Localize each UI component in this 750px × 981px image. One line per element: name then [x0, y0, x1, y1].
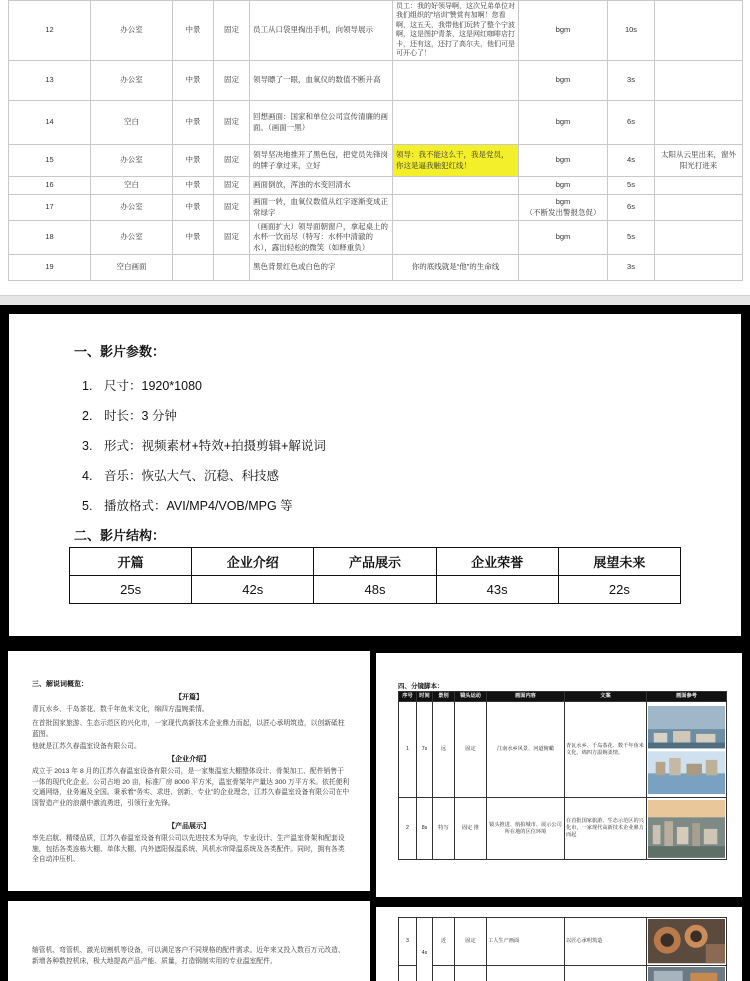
narration-paragraph: 在首批国家旅游、生态示范区的兴化市，一家现代高新技术企业鼎力而起，以匠心承明筑造，以创新砥柱蓝图。 — [32, 720, 345, 738]
cell-music: bgm （不断发出警报急促） — [519, 195, 608, 221]
table-row — [9, 1, 743, 61]
cell-duration: 3s — [608, 255, 655, 281]
structure-value: 25s — [70, 576, 192, 604]
cell-move: 固定 — [214, 195, 250, 221]
storyboard-doc-table — [398, 691, 727, 860]
cell-shot: 中景 — [173, 1, 214, 61]
cell-duration: 6s — [608, 195, 655, 221]
town-photo-thumbnail — [648, 706, 725, 795]
cell-note — [655, 177, 743, 195]
cell-duration: 3s — [608, 61, 655, 101]
narration-paragraph: 缩管机、弯管机、激光切割机等设备，可以满足客户不同规格的配件需求。近年来又投入数百万元改造、新增各种数控机床，极大地提高产品产能、质量，打造钢制实用的专业温室配件。 — [32, 947, 345, 965]
cell-no: 17 — [9, 195, 91, 221]
param-item: 2. 时长：3 分钟 — [82, 409, 177, 423]
cell-scene: 办公室 — [91, 221, 173, 255]
narration-paragraph: 率先启航、精缕品质，江苏久春温室设备有限公司以先进技术为导向，专业设计、生产温室骨架和配套设施，包括各类连栋大棚、单体大棚、内外遮阳保温系统、风机水帘降温系统及各类配件。同时，拥有各类全自动冲压机、 — [32, 835, 345, 864]
cell-move: 固定 — [214, 61, 250, 101]
table-row — [9, 101, 743, 145]
storyboard-doc-page — [376, 653, 742, 897]
reference-image-cell — [647, 918, 727, 966]
cell-music: bgm — [519, 221, 608, 255]
cell-music — [519, 255, 608, 281]
cell-scene: 办公室 — [91, 1, 173, 61]
cell-content: 回想画面：国家和单位公司宣传清廉的画面。（画面一黑） — [250, 101, 393, 145]
cell-dialog — [393, 221, 519, 255]
narration-paragraph: 青瓦水乡、千岛茶花、数千年鱼米文化，绵四方温婉柔情。 — [32, 706, 209, 713]
cell-shot: 中景 — [173, 195, 214, 221]
storyboard-table-section — [0, 0, 750, 296]
table-row — [9, 61, 743, 101]
table-row — [9, 145, 743, 177]
cell-shot: 中景 — [173, 145, 214, 177]
cell-no: 14 — [9, 101, 91, 145]
narration-heading: 三、解说词概览： — [32, 681, 88, 688]
cell-shot: 中景 — [173, 101, 214, 145]
table-row — [9, 221, 743, 255]
narration-paragraph: 他就是江苏久春温室设备有限公司。 — [32, 743, 141, 750]
cell-move: 固定 — [214, 221, 250, 255]
narration-paragraph: 成立于 2013 年 8 月的江苏久春温室设备有限公司，是一家集温室大棚整体设计、骨架加工、配件销售于一体的现代化企业。公司占地 20 亩，标准厂房 8000 平方米，温室骨架年产量达 300 万平方米。依托便利交通网络，业务遍及全国。秉承着“务实、求进、创新、专业”的企业理念，江苏久春温室设备有限公司在中国智造产业的浪潮中激流勇进，引领行业先锋。 — [32, 768, 350, 807]
cell-shot — [173, 255, 214, 281]
col-header: 镜头运动 — [455, 692, 487, 702]
cell-no: 15 — [9, 145, 91, 177]
cell-dialog: 领导：我不能这么干，我是党员，你这是逼我触犯红线！ — [393, 145, 519, 177]
structure-label: 开篇 — [70, 548, 192, 576]
col-header: 序号 — [399, 692, 417, 702]
cell-no: 13 — [9, 61, 91, 101]
table-row — [399, 966, 727, 981]
cell-shot: 中景 — [173, 221, 214, 255]
param-item: 4. 音乐：恢弘大气、沉稳、科技感 — [82, 469, 280, 483]
cell-note — [655, 61, 743, 101]
cell-move: 固定 — [214, 177, 250, 195]
cell-music: bgm — [519, 1, 608, 61]
cell-content: 黑色背景红色或白色的字 — [250, 255, 393, 281]
structure-value: 42s — [192, 576, 314, 604]
cell-dialog — [393, 177, 519, 195]
film-params-heading: 一、影片参数： — [74, 344, 166, 359]
cell-move: 固定 — [214, 145, 250, 177]
cell-note — [655, 101, 743, 145]
cell-duration: 5s — [608, 221, 655, 255]
cell-scene: 空白画面 — [91, 255, 173, 281]
cell-dialog — [393, 195, 519, 221]
col-header: 时间 — [417, 692, 433, 702]
film-params-panel — [0, 305, 750, 645]
cell-music: bgm — [519, 101, 608, 145]
cell-content: 画面倒放，浑浊的水变回清水 — [250, 177, 393, 195]
cell-note — [655, 195, 743, 221]
cell-dialog: 员工：我的好领导啊，这次兄弟单位对我们组织的“培训”赞赏有加啊！您看啊，这五天，我带他们玩转了整个宁波啊，这是图护青茶，这是网红咖啡店打卡，还有这，还打了高尔夫，他们可是可开心了！ — [393, 1, 519, 61]
structure-label: 企业介绍 — [192, 548, 314, 576]
factory-machine-thumbnail — [648, 967, 725, 981]
cell-move — [214, 255, 250, 281]
reference-image-cell — [647, 798, 727, 860]
cell-move: 固定 — [214, 1, 250, 61]
structure-value: 22s — [558, 576, 680, 604]
cell-content: （画面扩大）领导面朝窗户，拿起桌上的水杯一饮而尽（特写：水杯中清澈的水），露出轻松的微笑（如释重负） — [250, 221, 393, 255]
structure-label: 企业荣誉 — [436, 548, 558, 576]
cell-duration: 10s — [608, 1, 655, 61]
structure-label: 展望未来 — [558, 548, 680, 576]
cell-dialog — [393, 61, 519, 101]
col-header: 景别 — [433, 692, 455, 702]
cell-no: 12 — [9, 1, 91, 61]
factory-pipes-thumbnail — [648, 919, 725, 963]
cell-scene: 空白 — [91, 101, 173, 145]
cell-no: 16 — [9, 177, 91, 195]
param-item: 5. 播放格式：AVI/MP4/VOB/MPG 等 — [82, 499, 293, 513]
section-label-product: 【产品展示】 — [168, 823, 210, 830]
structure-value: 43s — [436, 576, 558, 604]
storyboard-doc-page-2 — [376, 907, 742, 981]
table-row: 3 4s 近 固定 工人生产画面 以匠心承明筑造 — [399, 918, 727, 966]
section-label-open: 【开篇】 — [175, 694, 203, 701]
cell-note — [655, 255, 743, 281]
cell-music: bgm — [519, 61, 608, 101]
document-pages — [0, 645, 750, 981]
cell-no: 19 — [9, 255, 91, 281]
narration-page — [8, 651, 370, 891]
city-aerial-thumbnail — [648, 800, 725, 858]
section-label-intro: 【企业介绍】 — [168, 756, 210, 763]
col-header: 画面参考 — [647, 692, 727, 702]
storyboard-doc-heading: 四、分镜脚本： — [398, 683, 444, 690]
cell-scene: 办公室 — [91, 61, 173, 101]
cell-music: bgm — [519, 177, 608, 195]
cell-content: 领导坚决地推开了黑色包，把党员先锋岗的牌子拿过来，立好 — [250, 145, 393, 177]
cell-duration: 4s — [608, 145, 655, 177]
cell-move: 固定 — [214, 101, 250, 145]
cell-content: 员工从口袋里掏出手机，向领导展示 — [250, 1, 393, 61]
cell-duration: 6s — [608, 101, 655, 145]
table-row — [9, 177, 743, 195]
cell-dialog: 你的底线就是“他”的生命线 — [393, 255, 519, 281]
table-row: 1 7s 远 固定 江南水乡风景、河道俯瞰 青瓦水乡、千岛茶花、数千年鱼米文化，绵四方温婉柔情。 — [399, 702, 727, 798]
structure-label: 产品展示 — [314, 548, 436, 576]
cell-shot: 中景 — [173, 61, 214, 101]
storyboard-doc-table-2 — [398, 917, 727, 981]
narration-page-2 — [8, 901, 370, 981]
cell-music: bgm — [519, 145, 608, 177]
cell-no: 18 — [9, 221, 91, 255]
reference-image-cell — [647, 966, 727, 981]
param-item: 3. 形式：视频素材+特效+拍摄剪辑+解说词 — [82, 439, 326, 453]
table-row — [9, 195, 743, 221]
structure-heading: 二、影片结构： — [74, 528, 166, 543]
table-row — [9, 255, 743, 281]
cell-note: 太阳从云里出来，窗外阳光打进来 — [655, 145, 743, 177]
table-row: 2 8s 特写 固定 推 镜头推进、航拍城市、展示公司所在地的区位环境 在首批国家旅游、生态示范区的兴化市，一家现代高新技术企业鼎力而起 — [399, 798, 727, 860]
structure-value: 48s — [314, 576, 436, 604]
cell-note — [655, 1, 743, 61]
col-header: 画面内容 — [487, 692, 565, 702]
cell-note — [655, 221, 743, 255]
cell-scene: 办公室 — [91, 145, 173, 177]
cell-dialog — [393, 101, 519, 145]
cell-shot: 中景 — [173, 177, 214, 195]
param-item: 1. 尺寸：1920*1080 — [82, 379, 202, 393]
col-header: 文案 — [565, 692, 647, 702]
reference-image-cell — [647, 702, 727, 798]
storyboard-table — [8, 0, 743, 281]
cell-scene: 办公室 — [91, 195, 173, 221]
structure-table — [69, 547, 681, 604]
cell-duration: 5s — [608, 177, 655, 195]
cell-content: 领导瞟了一眼，血氧仪的数值不断升高 — [250, 61, 393, 101]
cell-content: 画面一转，血氧仪数值从红字逐渐变成正常绿字 — [250, 195, 393, 221]
cell-scene: 空白 — [91, 177, 173, 195]
